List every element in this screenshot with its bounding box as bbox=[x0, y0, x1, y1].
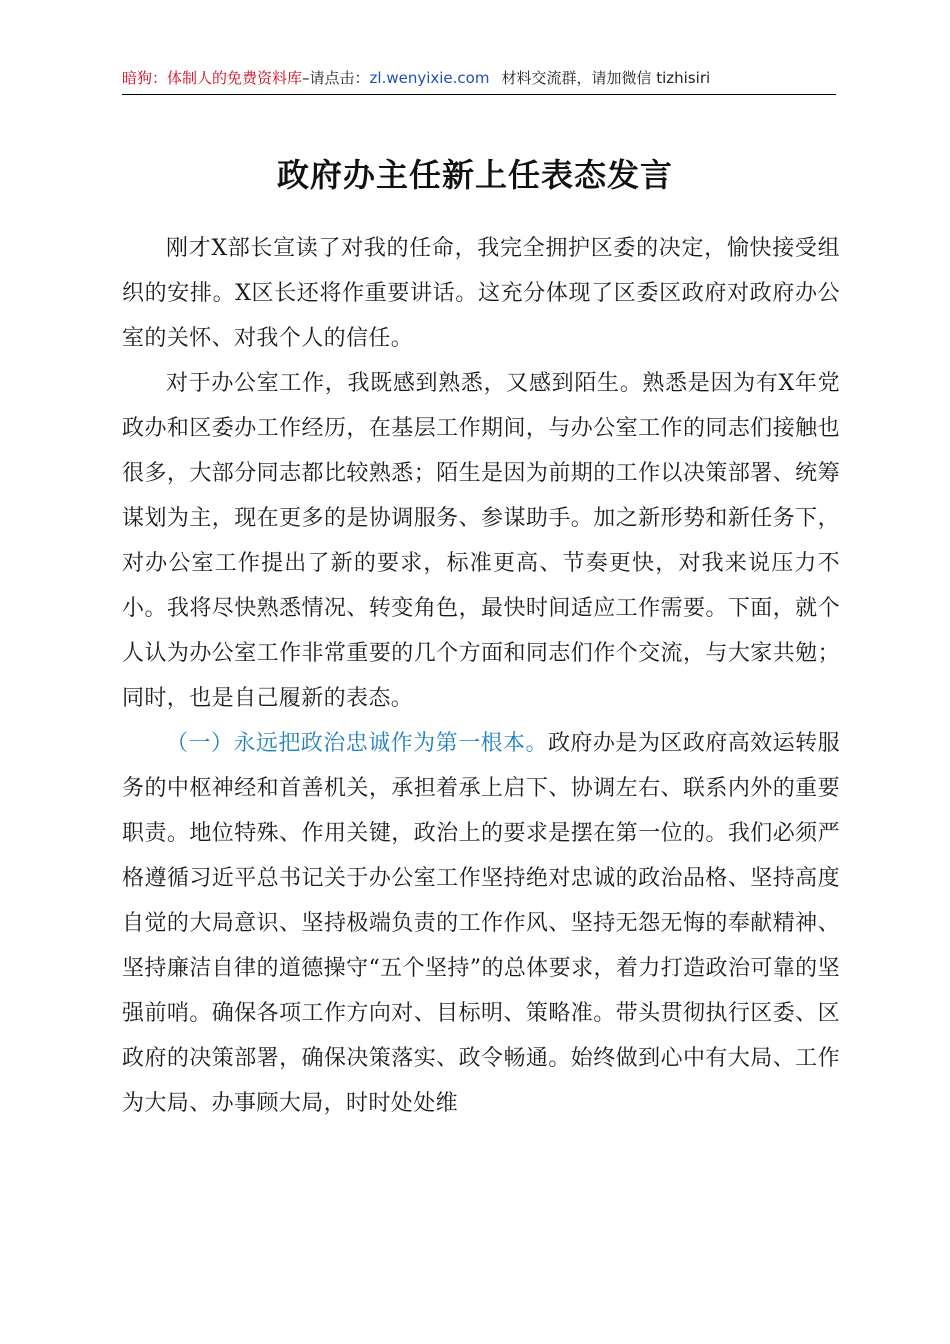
paragraph bbox=[122, 721, 840, 1126]
paragraph bbox=[122, 226, 840, 361]
header-brand: 暗狗：体制人的免费资料库 bbox=[122, 69, 303, 87]
document-body bbox=[122, 226, 840, 1126]
header-contact: 材料交流群，请加微信 tizhisiri bbox=[501, 69, 711, 87]
paragraph bbox=[122, 361, 840, 721]
document-title: 政府办主任新上任表态发言 bbox=[276, 156, 673, 194]
header-url-link[interactable]: zl.wenyixie.com bbox=[369, 69, 490, 87]
section-heading: （一）永远把政治忠诚作为第一根本。 bbox=[166, 731, 548, 756]
paragraph-text: 政府办是为区政府高效运转服务的中枢神经和首善机关，承担着承上启下、协调左右、联系内外的重要职责。地位特殊、作用关键，政治上的要求是摆在第一位的。我们必须严格遵循习近平总书记关于办公室工作坚持绝对忠诚的政治品格、坚持高度自觉的大局意识、坚持极端负责的工作作风、坚持无怨无悔的奉献精神、坚持廉洁自律的道德操守“五个坚持”的总体要求，着力打造政治可靠的坚强前哨。确保各项工作方向对、目标明、策略准。带头贯彻执行区委、区政府的决策部署，确保决策落实、政令畅通。始终做到心中有大局、工作为大局、办事顾大局，时时处处维 bbox=[122, 731, 840, 1116]
page-header bbox=[122, 64, 836, 95]
header-click-prefix: –请点击： bbox=[302, 69, 370, 87]
paragraph-text: 对于办公室工作，我既感到熟悉，又感到陌生。熟悉是因为有X年党政办和区委办工作经历，在基层工作期间，与办公室工作的同志们接触也很多，大部分同志都比较熟悉；陌生是因为前期的工作以决策部署、统筹谋划为主，现在更多的是协调服务、参谋助手。加之新形势和新任务下，对办公室工作提出了新的要求，标准更高、节奏更快，对我来说压力不小。我将尽快熟悉情况、转变角色，最快时间适应工作需要。下面，就个人认为办公室工作非常重要的几个方面和同志们作个交流，与大家共勉；同时，也是自己履新的表态。 bbox=[122, 371, 840, 711]
paragraph-text: 刚才X部长宣读了对我的任命，我完全拥护区委的决定，愉快接受组织的安排。X区长还将作重要讲话。这充分体现了区委区政府对政府办公室的关怀、对我个人的信任。 bbox=[122, 236, 840, 351]
